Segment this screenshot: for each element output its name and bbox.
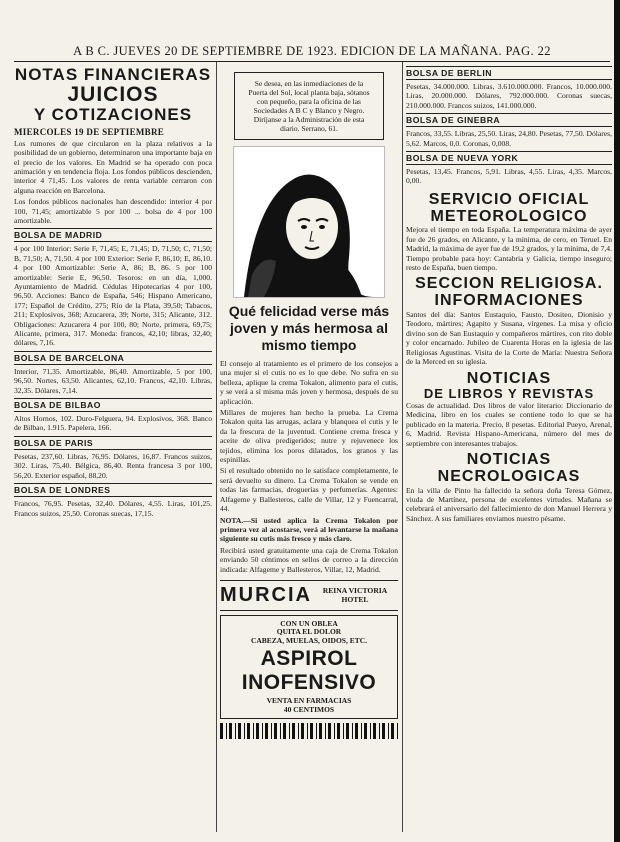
tokalon-body-4: Recibirá usted gratuitamente una caja de Crema Tokalon enviando 50 céntimos en sellos de correo a la dirección indicada: Alfageme y Ballesteros, Villar, 12, Madrid. [220, 545, 398, 574]
section-bolsa-madrid: BOLSA DE MADRID [14, 228, 212, 242]
books-title-2: DE LIBROS Y REVISTAS [423, 386, 595, 402]
weather-title-2: METEOROLOGICO [430, 207, 588, 225]
section-bolsa-londres: BOLSA DE LONDRES [14, 483, 212, 497]
murcia-hotel-ad [220, 580, 398, 611]
londres-quotes: Francos, 76,95. Pesetas, 32,40. Dólares, 4,55. Liras, 101,25. Francos suizos, 25,50. Coronas suecas, 17,15. [14, 499, 212, 518]
madrid-quotes: 4 por 100 Interior: Serie F, 71,45; E, 71,45; D, 71,50; C, 71,50; B, 71,50; A, 71,50. 4 por 100 Exterior: Serie F, 86,10; E, 86,10. 4 por 100 Amortizable: Serie A, 86; B, 86. 5 por 100 amortizable: Serie E, 96,50. Tesoros: en un día, 1,000. Ayuntamiento de Madrid. Cédulas Hipotecarias 4 por 100, 96,50. Acciones: Banco de España, 546; Hispano Americano, 177; Español de Crédito, 275; Río de la Plata, 39,50; Tabacos, 211; Explosivos, 368; Azucarera, 39; Norte, 315; Alicante, 312. Obligaciones: Azucarera 4 por 100, 80; Norte, primera, 69,75; Alicante, primera, 317. Moneda: francos, 42,10; libras, 32,40; dólares, 7,16. [14, 244, 212, 348]
books-title-1: NOTICIAS [466, 369, 552, 387]
section-bolsa-ginebra: BOLSA DE GINEBRA [406, 113, 612, 127]
financial-title-cotizaciones: Y COTIZACIONES [33, 104, 193, 124]
berlin-quotes: Pesetas, 34.000.000. Libras, 3.610.000.000. Francos, 10.000.000. Liras, 20.000.000. Dólares, 792.000.000. Coronas suecas, 210.000.000. Francos suizos, 141.000.000. [406, 82, 612, 110]
murcia-city: MURCIA [220, 583, 312, 606]
portrait-drawing [234, 147, 384, 297]
section-bolsa-bilbao: BOLSA DE BILBAO [14, 398, 212, 412]
advertisement-column [220, 66, 398, 739]
tokalon-body-3: Si el resultado obtenido no le satisface completamente, le será devuelto su dinero. La Crema Tokalon se vende en todas las farmacias, droguerías y perfumerías. Agentes: Alfageme y Ballesteros, calle de Villar, 12 y Fuencarral, 44. [220, 466, 398, 514]
news-column [406, 66, 612, 525]
section-bolsa-barcelona: BOLSA DE BARCELONA [14, 351, 212, 365]
obituary-title-2: NECROLOGICAS [437, 467, 581, 485]
weather-text: Mejora el tiempo en toda España. La temperatura máxima de ayer fue de 26 grados, en Alicante, y la mínima, de cero, en Teruel. En Madrid, la máxima de ayer fue de 19,2 grados, y la mínima, de 7,4. Tiempo probable para hoy: Cantabria y Galicia, tiempo inseguro; resto de España, buen tiempo. [406, 225, 612, 273]
paris-quotes: Pesetas, 237,60. Libras, 76,95. Dólares, 16,87. Francos suizos, 302. Liras, 75,40. Bélgica, 86,40. Renta francesa 3 por 100, 56,20. Exterior español, 88,20. [14, 451, 212, 480]
financial-intro: Los rumores de que circularon en la plaza relativos a la posibilidad de un gobierno, determinaron una importante baja en el precio de los valores. En Madrid se ha operado con poca animación y en tendencia floja. Los fondos públicos descienden, interior 4 71,45. Los valores de renta variable cerraron con alguna reacción en Barcelona. [14, 138, 212, 195]
barcelona-quotes: Interior, 71,35. Amortizable, 86,40. Amortizable, 5 por 100, 96,50. Nortes, 63,50. Alicantes, 62,10. Francos, 42,10. Libras, 32,35. Dólares, 7,14. [14, 366, 212, 395]
financial-title: NOTAS FINANCIERAS [14, 66, 212, 84]
murcia-hotel-name: REINA VICTORIA HOTEL [322, 586, 388, 605]
religious-title-2: INFORMACIONES [434, 292, 584, 310]
tokalon-body-2: Millares de mujeres han hecho la prueba. La Crema Tokalon quita las arrugas, aclara y blanquea el cutis y le da la frescura de la juventud. Contiene crema fresca y aceite de oliva predigeridos; nutre y rejuvenece los tejidos, elimina los poros dilatados, los granos y las espinillas. [220, 408, 398, 465]
header-rule [14, 61, 610, 62]
tokalon-headline: Qué felicidad verse más joven y más hermosa al mismo tiempo [228, 303, 390, 353]
tokalon-body-1: El consejo al tratamiento es el primero de los consejos a una mujer si el cutis no es lo que debe. No sufra en su belleza, aplique la crema Tokalon, alimento para el cutis, y se verá a sí misma más joven y hermosa, después de su aplicación. [220, 359, 398, 406]
ginebra-quotes: Francos, 33,55. Libras, 25,50. Liras, 24,80. Pesetas, 77,50. Dólares, 5,62. Marcos, 0,0. Coronas, 0,008. [406, 129, 612, 148]
religious-title-1: SECCION RELIGIOSA. [415, 275, 603, 293]
column-divider [402, 62, 403, 832]
aspirol-brand: ASPIROL INOFENSIVO [241, 647, 377, 695]
aspirol-line-1: CON UN OBLEA [280, 618, 338, 628]
weather-title-1: SERVICIO OFICIAL [428, 190, 590, 208]
financial-title-juicios: JUICIOS [67, 82, 159, 106]
section-bolsa-paris: BOLSA DE PARIS [14, 436, 212, 450]
aspirol-line-4: VENTA EN FARMACIAS [266, 696, 352, 706]
obituary-text: En la villa de Pinto ha fallecido la señora doña Teresa Gómez, viuda de Martínez, persona de excelentes virtudes. Mañana se celebrará el aniversario del fallecimiento de don Manuel Herrera y Sánchez. A sus familiares enviamos nuestro pésame. [406, 485, 612, 523]
woman-portrait-illustration [233, 146, 385, 298]
classified-box: Se desea, en las inmediaciones de la Puerta del Sol, local planta baja, sótanos con pequeño, para la oficina de las Sociedades A B C y Blanco y Negro. Diríjanse a la Administración de esta diario. Serrano, 61. [234, 72, 384, 140]
page-header: A B C. JUEVES 20 DE SEPTIEMBRE DE 1923. EDICION DE LA MAÑANA. PAG. 22 [73, 44, 551, 58]
tokalon-note: NOTA.—Si usted aplica la Crema Tokalon por primera vez al acostarse, verá al levantarse la mañana siguiente su cutis más fresco y más claro. [220, 515, 398, 544]
nueva-york-quotes: Pesetas, 13,45. Francos, 5,91. Libras, 4,55. Liras, 4,35. Marcos, 0,00. [406, 167, 612, 186]
aspirol-line-5: 40 CENTIMOS [283, 704, 335, 714]
books-text: Cosas de actualidad. Dos libros de valor literario: Diccionario de Medicina, libro en los cuales se contiene todo lo que se ha publicado en la materia. Precio, 8 pesetas. Editorial Pueyo, Arenal, 6, Madrid. Revista Hispano-Americana, número del mes de septiembre con interesantes trabajos. [406, 400, 612, 448]
aspirol-line-3: CABEZA, MUELAS, OIDOS, ETC. [250, 635, 368, 645]
bilbao-quotes: Altos Hornos, 102. Duro-Felguera, 94. Explosivos, 368. Banco de Bilbao, 1.915. Papelera, 166. [14, 414, 212, 433]
scan-edge [614, 0, 620, 842]
financial-column [14, 66, 212, 520]
religious-text: Santos del día: Santos Eustaquio, Fausto, Dositeo, Dionisio y Teodoro, mártires; Agapito y Susana, vírgenes. La misa y oficio divino son de San Eustaquio y compañeros mártires, con rito doble y color encarnado. Jubileo de Cuarenta Horas en la iglesia de las Religiosas Agustinas. Visita de la Corte de María: Nuestra Señora de la Merced en su iglesia. [406, 310, 612, 367]
decorative-border-pattern [220, 723, 398, 739]
financial-date: MIERCOLES 19 DE SEPTIEMBRE [14, 126, 165, 137]
aspirol-ad [220, 615, 398, 720]
section-bolsa-nueva-york: BOLSA DE NUEVA YORK [406, 151, 612, 165]
aspirol-line-2: QUITA EL DOLOR [276, 627, 342, 637]
section-bolsa-berlin: BOLSA DE BERLIN [406, 66, 612, 80]
column-divider [216, 62, 217, 832]
obituary-title-1: NOTICIAS [466, 450, 552, 468]
financial-intro-2: Los fondos públicos nacionales han descendido: interior 4 por 100, 71,45; amortizable 5 por 100 ... bolsa de 4 por 100 amortizable. [14, 197, 212, 225]
